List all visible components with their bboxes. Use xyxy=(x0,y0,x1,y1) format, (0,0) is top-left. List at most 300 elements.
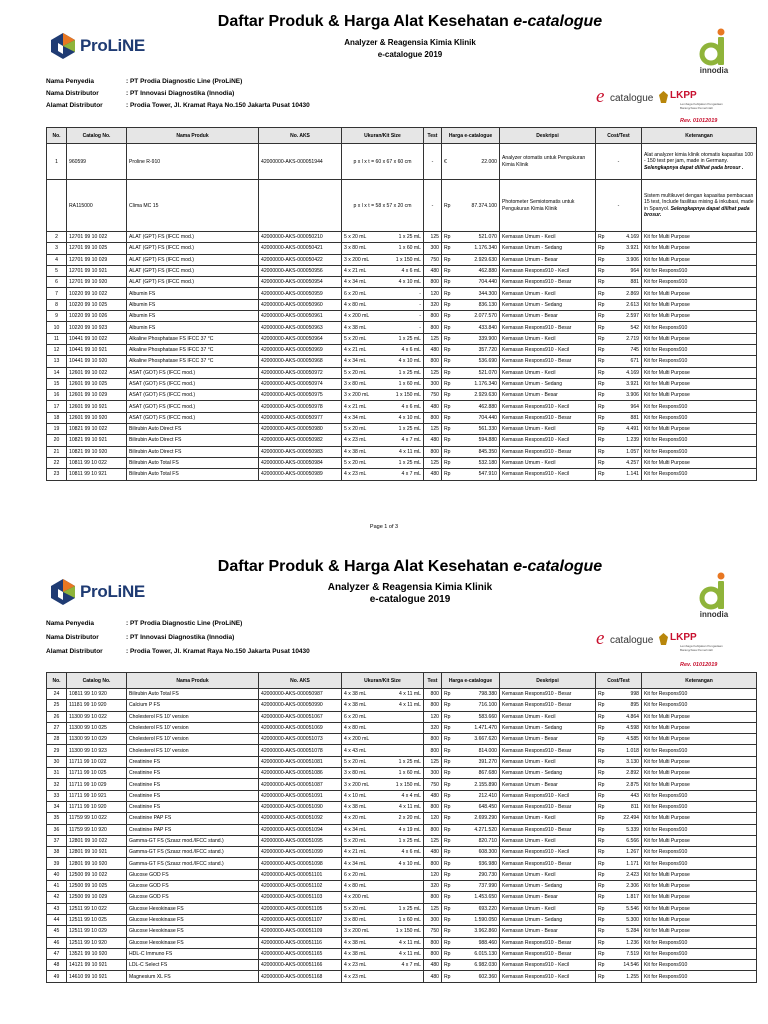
table-row xyxy=(47,446,757,457)
cell-catalog-no: 12511 99 10 029 xyxy=(67,926,127,937)
column-header: No. AKS xyxy=(259,128,342,144)
cell-catalog-no: 12601 99 10 921 xyxy=(67,401,127,412)
currency: Rp xyxy=(598,245,605,252)
cell-kit-size xyxy=(342,835,424,846)
cell-kit-size xyxy=(342,299,424,310)
amount: 1.141 xyxy=(626,471,639,478)
cell-kit-size xyxy=(342,779,424,790)
cell-cost-test-wrap xyxy=(598,872,639,878)
cell-catalog-no: 12701 99 10 022 xyxy=(67,232,127,243)
cell-product-name: Glucose GOD FS xyxy=(127,869,259,880)
kit-size-r2: - xyxy=(419,290,421,297)
amount: 2.929.630 xyxy=(474,256,497,263)
amount: 462.880 xyxy=(478,268,497,275)
currency: Rp xyxy=(444,713,451,720)
cell-kit-size xyxy=(342,277,424,288)
table-row xyxy=(47,960,757,971)
currency: Rp xyxy=(598,962,605,969)
kit-size-r2: 4 x 4 mL xyxy=(401,792,421,799)
kit-size-wrap xyxy=(344,471,421,477)
cell-kit-size xyxy=(342,344,424,355)
remark-bold: Selengkapnya dapat dilihat pada brosur . xyxy=(644,164,744,171)
table-row xyxy=(47,311,757,322)
amount: 964 xyxy=(630,268,639,275)
column-header: Deskripsi xyxy=(500,673,596,689)
column-header: Keterangan xyxy=(642,673,757,689)
cell-no: 10 xyxy=(47,322,67,333)
cell-price xyxy=(442,333,500,344)
cell-no: 8 xyxy=(47,299,67,310)
cell-remark: Kit for Multi Purpose xyxy=(642,756,757,767)
table-row xyxy=(47,265,757,276)
cell-catalog-no: RA115000 xyxy=(67,180,127,232)
cell-product-name: Alkaline Phosphatase FS IFCC 37 °C xyxy=(127,344,259,355)
amount: 867.680 xyxy=(478,770,497,777)
currency: Rp xyxy=(598,702,605,709)
cell-cost-test-wrap xyxy=(598,827,639,833)
cell-remark: Kit for Respons910 xyxy=(642,446,757,457)
cell-kit-size: p x l x t = 58 x 57 x 20 cm xyxy=(342,180,424,232)
currency: Rp xyxy=(598,234,605,241)
cell-price xyxy=(442,892,500,903)
cell-remark: Kit for Multi Purpose xyxy=(642,232,757,243)
cell-kit-size xyxy=(342,378,424,389)
cell-price-wrap xyxy=(444,370,497,376)
cell-price xyxy=(442,457,500,468)
cell-cost-test-wrap xyxy=(598,736,639,742)
kit-size-wrap xyxy=(344,894,421,900)
cell-no: 7 xyxy=(47,288,67,299)
kit-size-r1: 5 x 20 mL xyxy=(344,758,367,765)
table-row xyxy=(47,254,757,265)
amount: 3.962.860 xyxy=(474,928,497,935)
cell-no: 43 xyxy=(47,903,67,914)
amount: 4.169 xyxy=(626,369,639,376)
cell-catalog-no: 10811 99 10 921 xyxy=(67,469,127,480)
cell-product-name: ALAT (GPT) FS (IFCC mod.) xyxy=(127,265,259,276)
amount: 3.921 xyxy=(626,381,639,387)
cell-cost-test xyxy=(596,344,642,355)
cell-cost-test xyxy=(596,401,642,412)
kit-size-wrap xyxy=(344,928,421,934)
currency: Rp xyxy=(598,928,605,935)
table-row xyxy=(47,892,757,903)
cell-aks: 42000000-AKS-000051105 xyxy=(259,903,342,914)
cell-aks: 42000000-AKS-000051109 xyxy=(259,926,342,937)
innodia-d-icon xyxy=(699,28,729,66)
cell-catalog-no: 12500 99 10 025 xyxy=(67,881,127,892)
amount: 4.169 xyxy=(626,234,639,241)
cell-catalog-no: 10821 99 10 920 xyxy=(67,446,127,457)
cell-kit-size xyxy=(342,960,424,971)
cell-remark: Kit for Multi Purpose xyxy=(642,835,757,846)
cell-cost-test-wrap xyxy=(598,928,639,934)
cell-product-name: Creatinine FS xyxy=(127,768,259,779)
currency: Rp xyxy=(444,770,451,777)
cell-price xyxy=(442,311,500,322)
cell-cost-test-wrap xyxy=(598,861,639,867)
cell-description: Kemasan Respons910 - Kecil xyxy=(500,971,596,982)
table-row xyxy=(47,333,757,344)
cell-price-wrap xyxy=(444,347,497,353)
cell-price xyxy=(442,254,500,265)
proline-hexagon-icon xyxy=(50,578,76,606)
column-header: No. xyxy=(47,128,67,144)
cell-no: 5 xyxy=(47,265,67,276)
amount: 594.880 xyxy=(478,437,497,444)
cell-catalog-no: 11300 99 10 923 xyxy=(67,745,127,756)
cell-cost-test xyxy=(596,881,642,892)
kit-size-wrap xyxy=(344,257,421,263)
cell-test: 120 xyxy=(424,869,442,880)
cell-cost-test-wrap xyxy=(598,906,639,912)
cell-remark: Kit for Multi Purpose xyxy=(642,254,757,265)
column-header: Keterangan xyxy=(642,128,757,144)
currency: Rp xyxy=(444,290,451,297)
cell-catalog-no: 10220 99 10 022 xyxy=(67,288,127,299)
cell-kit-size xyxy=(342,858,424,869)
kit-size-wrap xyxy=(344,962,421,968)
amount: 2.306 xyxy=(626,883,639,890)
cell-no: 31 xyxy=(47,768,67,779)
cell-price-wrap xyxy=(444,203,497,209)
cell-price-wrap xyxy=(444,861,497,867)
remark-text: Sistem multikuvet dengan kapasitas pembacaan 15 test, Include fasilitas mixing & inkubasi, made in Spanyol. xyxy=(644,193,754,212)
cell-kit-size xyxy=(342,914,424,925)
cell-aks: 42000000-AKS-000051081 xyxy=(259,756,342,767)
amount: 2.719 xyxy=(626,335,639,342)
kit-size-wrap xyxy=(344,426,421,432)
cell-test: 480 xyxy=(424,971,442,982)
cell-test: 125 xyxy=(424,457,442,468)
currency: Rp xyxy=(444,928,451,935)
amount: 881 xyxy=(630,279,639,286)
cell-kit-size xyxy=(342,790,424,801)
kit-size-wrap xyxy=(344,974,421,980)
cell-cost-test xyxy=(596,446,642,457)
info-penyedia: Nama Penyedia : PT Prodia Diagnostic Line (ProLiNE) xyxy=(46,620,243,627)
table-row xyxy=(47,756,757,767)
kit-size-r2: 4 x 10 mL xyxy=(398,358,421,365)
currency: Rp xyxy=(598,871,605,878)
cell-kit-size xyxy=(342,711,424,722)
proline-hexagon-icon xyxy=(50,32,76,60)
cell-no: 3 xyxy=(47,243,67,254)
kit-size-r2: 4 x 6 mL xyxy=(401,268,421,275)
cell-product-name: Creatinine FS xyxy=(127,790,259,801)
kit-size-wrap xyxy=(344,714,421,720)
kit-size-r1: 4 x 10 mL xyxy=(344,792,367,799)
cell-cost-test-wrap xyxy=(598,759,639,765)
column-header: Cost/Test xyxy=(596,673,642,689)
currency: Rp xyxy=(444,905,451,912)
cell-product-name: Bilirubin Auto Direct FS xyxy=(127,435,259,446)
column-header: Harga e-catalogue xyxy=(442,673,500,689)
table-row xyxy=(47,232,757,243)
amount: 1.057 xyxy=(626,448,639,455)
amount: 820.710 xyxy=(478,838,497,844)
cell-test: 320 xyxy=(424,299,442,310)
currency: Rp xyxy=(444,691,451,698)
cell-aks: 42000000-AKS-000051166 xyxy=(259,960,342,971)
kit-size-r2: 4 x 10 mL xyxy=(398,414,421,421)
cell-cost-test-wrap xyxy=(598,894,639,900)
cell-aks: 42000000-AKS-000050421 xyxy=(259,243,342,254)
kit-size-r1: 4 x 21 mL xyxy=(344,849,367,856)
cell-kit-size xyxy=(342,446,424,457)
cell-remark: Kit for Multi Purpose xyxy=(642,299,757,310)
cell-product-name: Bilirubin Auto Total FS xyxy=(127,689,259,700)
cell-cost-test xyxy=(596,333,642,344)
cell-catalog-no: 12701 99 10 921 xyxy=(67,265,127,276)
cell-cost-test xyxy=(596,824,642,835)
cell-product-name: Bilirubin Auto Total FS xyxy=(127,457,259,468)
kit-size-wrap xyxy=(344,804,421,810)
amount: 998 xyxy=(630,691,639,698)
cell-remark: Kit for Multi Purpose xyxy=(642,390,757,401)
cell-no: 32 xyxy=(47,779,67,790)
cell-cost-test-wrap xyxy=(598,962,639,968)
cell-price xyxy=(442,858,500,869)
catalogue-page-2: ProLiNE Daftar Produk & Harga Alat Kesehatan e-catalogue Analyzer & Reagensia Kimia Klinik e-catalogue 2019 innodia Nama Penyedia : PT Prodia Diagnostic Line (ProLiNE) Nama Distributor : PT Innovasi Diagnostika (Innodia) Alamat Distributor : Prodia Tower, Jl. Kramat Raya No.150 Jakarta Pusat 10430 e catalogue LKPP Lembaga Kebijakan Pengadaan Barang/Jasa Pemerintah Rev. 01012019 No. Catalog No. Nama Produk No. AKS Ukuran/Kit Size Test Harga e-catalogue Deskripsi Cost/Test Keterangan 24 10811 99 10 920 Bilirubin Auto Total FS 42000000-AKS-000050987 4 x 38 mL 4 x 11 mL 800 Rp 798.380 Kemasan Respons910 - Besar Rp 998 Kit for Respons910 25 11181 99 10 920 Calcium P FS 42000000-AKS-000050990 4 x 38 mL 4 x 11 mL 800 Rp 716.100 Kemasan Respons910 - Besar Rp 895 Kit for Respons910 26 11300 99 10 022 Cholesterol FS 10' version 42000000-AKS-000051067 6 x 20 mL 120 Rp 583.660 Kemasan Umum - Kecil Rp 4.864 Kit for Multi Purpose 27 11300 99 10 025 Cholesterol FS 10' version 42000000-AKS-000051069 4 x 80 mL 320 Rp 1.471.470 Kemasan Umum - Sedang Rp 4.598 Kit for Multi Purpose 28 11300 99 10 029 Cholesterol FS 10' version 42000000-AKS-000051073 4 x 200 mL 800 Rp 3.667.620 Kemasan Umum - Besar Rp 4.585 Kit for Multi Purpose 29 11300 99 10 923 Cholesterol FS 10' version 42000000-AKS-000051078 4 x 43 mL 800 Rp 814.000 Kemasan Respons910 - Besar Rp 1.018 Kit for Respons910 30 11711 99 10 022 Creatinine FS 42000000-AKS-000051081 5 x 20 mL 1 x 25 mL 125 Rp 391.270 Kemasan Umum - Kecil Rp 3.130 Kit for Multi Purpose 31 11711 99 10 025 Creatinine FS 42000000-AKS-000051086 3 x 80 mL 1 x 60 mL 300 Rp 867.680 Kemasan Umum - Sedang Rp 2.892 Kit for Multi Purpose 32 11711 99 10 029 Creatinine FS 42000000-AKS-000051087 3 x 200 mL 1 x 150 mL 750 Rp 2.155.890 Kemasan Umum - Besar Rp 2.875 Kit for Multi Purpose 33 11711 99 10 921 Creatinine FS 42000000-AKS-000051091 4 x 10 mL 4 x 4 mL 480 Rp 212.410 Kemasan Respons910 - Kecil Rp 443 Kit for Respons910 34 11711 99 10 920 Creatinine FS 42000000-AKS-000051090 4 x 38 mL 4 x 11 mL 800 Rp 648.450 Kemasan Respons910 - Besar Rp 811 Kit for Respons910 35 11759 99 10 022 Creatinine PAP FS 42000000-AKS-000051092 4 x 20 mL 2 x 20 mL 120 Rp 2.699.290 Kemasan Umum - Kecil Rp 22.494 Kit for Multi Purpose 36 11759 99 10 920 Creatinine PAP FS 42000000-AKS-000051094 4 x 34 mL 4 x 19 mL 800 Rp 4.271.520 Kemasan Respons910 - Besar Rp 5.339 Kit for Respons910 37 12801 99 10 022 Gamma-GT FS (Szasz mod./IFCC stand.) 42000000-AKS-000051095 5 x 20 mL 1 x 25 mL 125 Rp 820.710 Kemasan Umum - Kecil Rp 6.566 Kit for Multi Purpose 38 12801 99 10 921 Gamma-GT FS (Szasz mod./IFCC stand.) 42000000-AKS-000051099 4 x 21 mL 4 x 6 mL 480 Rp 608.300 Kemasan Respons910 - Kecil Rp 1.267 Kit for Respons910 39 12801 99 10 920 Gamma-GT FS (Szasz mod./IFCC stand.) 42000000-AKS-000051098 4 x 34 mL 4 x 10 mL 800 Rp 936.980 Kemasan Respons910 - Besar Rp 1.171 Kit for Respons910 40 12500 99 10 022 Glucose GOD FS 42000000-AKS-000051101 6 x 20 mL 120 Rp 290.730 Kemasan Umum - Kecil Rp 2.423 Kit for Multi Purpose 41 12500 99 10 025 Glucose GOD FS 42000000-AKS-000051102 4 x 80 mL 320 Rp 737.990 Kemasan Umum - Sedang Rp 2.306 Kit for Multi Purpose 42 12500 99 10 029 Glucose GOD FS 42000000-AKS-000051103 4 x 200 mL 800 Rp 1.453.650 Kemasan Umum - Besar Rp 1.817 Kit for Multi Purpose 43 12511 99 10 022 Glucose Hexokinase FS 42000000-AKS-000051105 5 x 20 mL 1 x 25 mL 125 Rp 693.220 Kemasan Umum - Kecil Rp 5.546 Kit for Multi Purpose 44 12511 99 10 025 Glucose Hexokinase FS 42000000-AKS-000051107 3 x 80 mL 1 x 60 mL 300 Rp 1.590.050 Kemasan Umum - Sedang Rp 5.300 Kit for Multi Purpose 45 12511 99 10 029 Glucose Hexokinase FS 42000000-AKS-000051109 3 x 200 mL 1 x 150 mL 750 Rp 3.962.860 Kemasan Umum - Besar Rp 5.284 Kit for Multi Purpose 46 12511 99 10 920 Glucose Hexokinase FS 42000000-AKS-000051116 4 x 38 mL 4 x 11 mL 800 Rp 988.460 Kemasan Respons910 - Besar Rp 1.236 Kit for Respons910 47 13521 99 10 920 HDL-C Immuno FS 42000000-AKS-000051165 4 x 38 mL 4 x 11 mL 800 Rp 6.015.130 Kemasan Respons910 - Besar Rp 7.519 Kit for Respons910 48 14121 99 10 921 LDL-C Select FS 42000000-AKS-000051166 4 x 23 mL 4 x 7 mL 480 Rp 6.982.030 Kemasan Respons910 - Kecil Rp 14.546 Kit for Respons910 49 14610 99 10 921 Magnesium XL FS 42000000-AKS-000051168 4 x 23 mL 480 Rp 602.360 Kemasan Respons910 - Kecil Rp 1.255 Kit for Respons910 xyxy=(0,548,768,1024)
kit-size-r1: 5 x 20 mL xyxy=(344,335,367,342)
kit-size-wrap xyxy=(344,917,421,923)
cell-cost-test xyxy=(596,779,642,790)
table-row xyxy=(47,869,757,880)
cell-price-wrap xyxy=(444,404,497,410)
cell-description: Kemasan Umum - Kecil xyxy=(500,835,596,846)
amount: 561.330 xyxy=(478,426,497,433)
cell-price xyxy=(442,378,500,389)
cell-description: Kemasan Umum - Sedang xyxy=(500,914,596,925)
cell-description: Kemasan Respons910 - Besar xyxy=(500,412,596,423)
table-row xyxy=(47,344,757,355)
cell-description: Kemasan Respons910 - Kecil xyxy=(500,401,596,412)
cell-no: 20 xyxy=(47,435,67,446)
cell-description: Kemasan Respons910 - Kecil xyxy=(500,847,596,858)
cell-price xyxy=(442,344,500,355)
currency: Rp xyxy=(444,826,451,833)
table-row xyxy=(47,356,757,367)
currency: Rp xyxy=(444,313,451,320)
amount: 4.271.520 xyxy=(474,826,497,833)
cell-aks: 42000000-AKS-000051073 xyxy=(259,734,342,745)
kit-size-r1: 4 x 200 mL xyxy=(344,736,370,743)
cell-cost-test xyxy=(596,847,642,858)
cell-cost-test-wrap xyxy=(598,748,639,754)
table-row xyxy=(47,948,757,959)
currency: € xyxy=(444,158,447,165)
kit-size-wrap xyxy=(344,793,421,799)
table-row xyxy=(47,711,757,722)
cell-cost-test-wrap xyxy=(598,804,639,810)
cell-kit-size xyxy=(342,734,424,745)
amount: 2.077.570 xyxy=(474,313,497,320)
cell-price xyxy=(442,243,500,254)
currency: Rp xyxy=(598,804,605,811)
cell-test: 125 xyxy=(424,903,442,914)
cell-aks: 42000000-AKS-000051098 xyxy=(259,858,342,869)
amount: 547.910 xyxy=(478,471,497,478)
cell-product-name: ASAT (GOT) FS (IFCC mod.) xyxy=(127,412,259,423)
amount: 895 xyxy=(630,702,639,709)
cell-aks: 42000000-AKS-000050990 xyxy=(259,700,342,711)
cell-description: Kemasan Umum - Kecil xyxy=(500,457,596,468)
kit-size-wrap xyxy=(344,815,421,821)
cell-no: 48 xyxy=(47,960,67,971)
cell-description: Kemasan Umum - Sedang xyxy=(500,378,596,389)
kit-size-r2: 1 x 25 mL xyxy=(398,369,421,376)
kit-size-r1: 6 x 20 mL xyxy=(344,290,367,297)
amount: 4.257 xyxy=(626,460,639,467)
currency: Rp xyxy=(444,725,451,732)
cell-cost-test-wrap xyxy=(598,951,639,957)
column-header: No. AKS xyxy=(259,673,342,689)
currency: Rp xyxy=(598,826,605,833)
cell-test: 750 xyxy=(424,390,442,401)
cell-catalog-no: 11181 99 10 920 xyxy=(67,700,127,711)
column-header: Nama Produk xyxy=(127,673,259,689)
cell-price xyxy=(442,367,500,378)
currency: Rp xyxy=(444,358,451,365)
cell-price-wrap xyxy=(444,725,497,731)
cell-remark: Kit for Multi Purpose xyxy=(642,813,757,824)
cell-catalog-no: 10821 99 10 022 xyxy=(67,424,127,435)
cell-no: 4 xyxy=(47,254,67,265)
table-row xyxy=(47,779,757,790)
remark-text: Alat analyzer kimia klinik otomatis kapasitas 100 - 150 test per jam, made in Germany. xyxy=(644,152,753,165)
cell-no: 16 xyxy=(47,390,67,401)
cell-cost-test-wrap xyxy=(598,268,639,274)
currency: Rp xyxy=(598,736,605,743)
cell-no: 27 xyxy=(47,722,67,733)
cell-aks: 42000000-AKS-000051094 xyxy=(259,824,342,835)
cell-no: 49 xyxy=(47,971,67,982)
cell-description: Kemasan Umum - Besar xyxy=(500,734,596,745)
currency: Rp xyxy=(598,781,605,788)
cell-catalog-no: 14610 99 10 921 xyxy=(67,971,127,982)
currency: Rp xyxy=(444,702,451,709)
cell-price-wrap xyxy=(444,962,497,968)
kit-size-r1: 4 x 43 mL xyxy=(344,747,367,754)
cell-kit-size xyxy=(342,926,424,937)
cell-cost-test xyxy=(596,960,642,971)
cell-cost-test-wrap xyxy=(598,347,639,353)
cell-description: Kemasan Umum - Kecil xyxy=(500,288,596,299)
amount: 6.566 xyxy=(626,838,639,844)
kit-size-wrap xyxy=(344,234,421,240)
cell-description: Kemasan Respons910 - Kecil xyxy=(500,344,596,355)
cell-cost-test xyxy=(596,288,642,299)
kit-size-wrap xyxy=(344,725,421,731)
cell-catalog-no: 10441 99 10 022 xyxy=(67,333,127,344)
kit-size-r2: 4 x 11 mL xyxy=(399,939,421,946)
cell-catalog-no: 10220 99 10 026 xyxy=(67,311,127,322)
cell-kit-size xyxy=(342,254,424,265)
cell-no: 28 xyxy=(47,734,67,745)
cell-price-wrap xyxy=(444,336,497,342)
cell-no: 34 xyxy=(47,801,67,812)
cell-product-name: Glucose GOD FS xyxy=(127,892,259,903)
cell-remark: Kit for Multi Purpose xyxy=(642,311,757,322)
cell-catalog-no: 10441 99 10 921 xyxy=(67,344,127,355)
cell-price xyxy=(442,835,500,846)
garuda-icon xyxy=(658,632,669,646)
cell-catalog-no: 12801 99 10 920 xyxy=(67,858,127,869)
kit-size-r1: 4 x 34 mL xyxy=(344,279,367,286)
cell-catalog-no: 10441 99 10 920 xyxy=(67,356,127,367)
currency: Rp xyxy=(444,471,451,478)
cell-cost-test xyxy=(596,311,642,322)
cell-product-name: Calcium P FS xyxy=(127,700,259,711)
cell-cost-test xyxy=(596,722,642,733)
cell-price-wrap xyxy=(444,415,497,421)
cell-kit-size xyxy=(342,232,424,243)
cell-description: Kemasan Respons910 - Besar xyxy=(500,356,596,367)
cell-cost-test xyxy=(596,914,642,925)
cell-test: 120 xyxy=(424,711,442,722)
kit-size-r1: 5 x 20 mL xyxy=(344,905,367,912)
kit-size-wrap xyxy=(344,392,421,398)
cell-catalog-no: 10811 99 10 022 xyxy=(67,457,127,468)
cell-cost-test xyxy=(596,378,642,389)
cell-aks: 42000000-AKS-000051067 xyxy=(259,711,342,722)
currency: Rp xyxy=(444,279,451,286)
kit-size-r1: 4 x 80 mL xyxy=(344,301,367,308)
cell-no: 2 xyxy=(47,232,67,243)
cell-price-wrap xyxy=(444,245,497,251)
cell-remark: Kit for Multi Purpose xyxy=(642,722,757,733)
cell-remark: Kit for Multi Purpose xyxy=(642,779,757,790)
currency: Rp xyxy=(444,245,451,252)
amount: 936.980 xyxy=(478,860,497,867)
cell-cost-test xyxy=(596,299,642,310)
amount: 1.817 xyxy=(626,894,639,901)
table-row xyxy=(47,277,757,288)
amount: 1.453.650 xyxy=(474,894,497,901)
cell-kit-size xyxy=(342,469,424,480)
amount: 5.339 xyxy=(626,826,639,833)
cell-price-wrap xyxy=(444,917,497,923)
cell-test: 120 xyxy=(424,813,442,824)
cell-catalog-no: 12701 99 10 025 xyxy=(67,243,127,254)
currency: Rp xyxy=(444,939,451,946)
kit-size-wrap xyxy=(344,291,421,297)
cell-kit-size xyxy=(342,700,424,711)
cell-cost-test-wrap xyxy=(598,392,639,398)
cell-price xyxy=(442,700,500,711)
kit-size-wrap xyxy=(344,861,421,867)
cell-test: 480 xyxy=(424,790,442,801)
cell-price-wrap xyxy=(444,437,497,443)
kit-size-wrap xyxy=(344,782,421,788)
currency: Rp xyxy=(598,392,605,399)
cell-no: 41 xyxy=(47,881,67,892)
cell-price xyxy=(442,903,500,914)
table-row xyxy=(47,824,757,835)
cell-price-wrap xyxy=(444,257,497,263)
cell-catalog-no: 12801 99 10 921 xyxy=(67,847,127,858)
cell-product-name: Albumin FS xyxy=(127,311,259,322)
cell-aks: 42000000-AKS-000050977 xyxy=(259,412,342,423)
currency: Rp xyxy=(598,747,605,754)
cell-aks: 42000000-AKS-000051165 xyxy=(259,948,342,959)
amount: 3.667.620 xyxy=(474,736,497,743)
cell-price xyxy=(442,689,500,700)
currency: Rp xyxy=(598,301,605,308)
currency: Rp xyxy=(598,369,605,376)
cell-remark: Kit for Respons910 xyxy=(642,435,757,446)
